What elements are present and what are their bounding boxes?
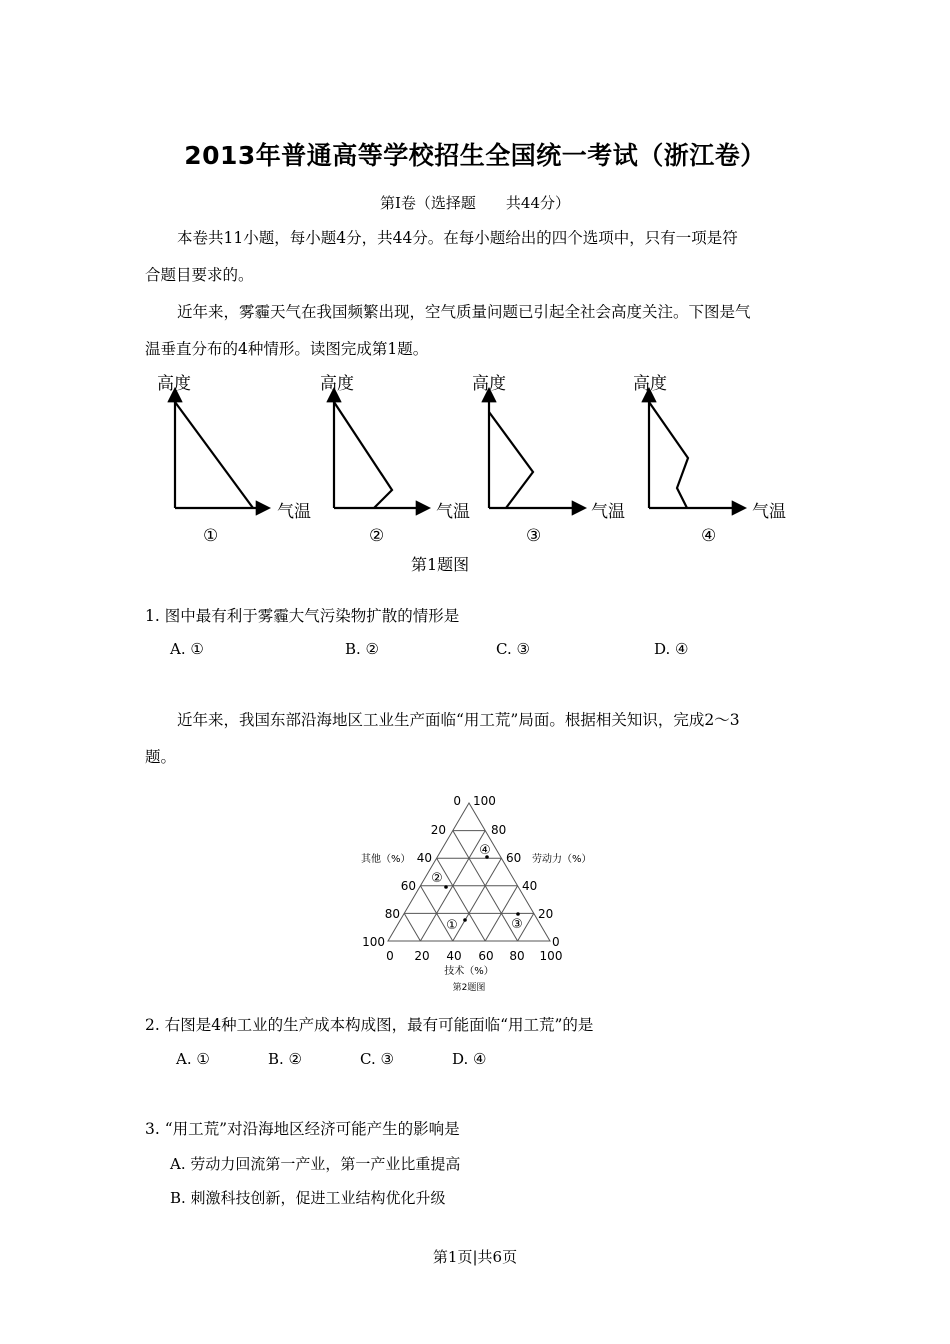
fig1-x-label-1: 气温 [277, 502, 311, 522]
context2-line-2: 题。 [145, 748, 177, 766]
q3-stem: 3. “用工荒”对沿海地区经济可能产生的影响是 [145, 1120, 460, 1138]
fig2-point-label-4: ④ [479, 843, 491, 858]
q2-stem: 2. 右图是4种工业的生产成本构成图，最有可能面临“用工荒”的是 [145, 1016, 594, 1034]
fig2-caption: 第2题图 [452, 983, 486, 993]
fig1-panel-label-3: ③ [526, 526, 542, 546]
fig2-bottom-tick: 0 [386, 949, 394, 963]
fig1-y-label-1: 高度 [157, 374, 191, 394]
fig2-bottom-tick: 20 [414, 949, 430, 963]
fig2-right-tick: 60 [506, 851, 522, 865]
fig2-point-label-2: ② [431, 871, 443, 886]
fig2-left-tick: 40 [416, 851, 432, 865]
context1-line-2: 温垂直分布的4种情形。读图完成第1题。 [145, 340, 429, 358]
fig2-apex-right: 100 [473, 794, 496, 808]
fig1-y-label-3: 高度 [472, 374, 506, 394]
fig1-panel-label-4: ④ [701, 526, 717, 546]
fig2-bottom-tick: 40 [446, 949, 462, 963]
page-footer: 第1页|共6页 [432, 1248, 518, 1266]
fig1-y-label-4: 高度 [633, 374, 667, 394]
q1-stem: 1. 图中最有利于雾霾大气污染物扩散的情形是 [145, 607, 460, 625]
fig1-x-label-3: 气温 [591, 502, 625, 522]
fig2-bottom-axis-label: 技术（%） [444, 966, 494, 977]
intro-line-2: 合题目要求的。 [145, 266, 254, 284]
context2-line-1: 近年来，我国东部沿海地区工业生产面临“用工荒”局面。根据相关知识，完成2～3 [177, 711, 740, 729]
fig2-bottom-tick: 80 [509, 949, 525, 963]
fig2-left-axis-label: 其他（%） [361, 854, 411, 865]
q3-option-a: A. 劳动力回流第一产业，第一产业比重提高 [170, 1155, 461, 1173]
fig1-x-label-4: 气温 [752, 502, 786, 522]
fig2-bottom-tick: 60 [478, 949, 494, 963]
q2-option-b: B. ② [268, 1050, 303, 1068]
context1-line-1: 近年来，雾霾天气在我国频繁出现，空气质量问题已引起全社会高度关注。下图是气 [177, 303, 751, 321]
q2-option-c: C. ③ [360, 1050, 394, 1068]
q1-option-b: B. ② [345, 640, 380, 658]
q3-option-b: B. 刺激科技创新，促进工业结构优化升级 [170, 1189, 446, 1207]
q1-option-a: A. ① [170, 640, 204, 658]
fig2-right-tick: 40 [522, 879, 538, 893]
fig2-right-tick: 80 [491, 823, 507, 837]
q2-option-a: A. ① [176, 1050, 210, 1068]
q2-option-d: D. ④ [452, 1050, 487, 1068]
figure-2-ternary [330, 790, 610, 1000]
fig2-left-tick: 80 [384, 907, 400, 921]
q1-option-d: D. ④ [654, 640, 689, 658]
figure-1-panel-4 [649, 390, 744, 508]
fig2-point-3 [516, 912, 520, 916]
fig2-apex-left: 0 [453, 794, 461, 808]
fig1-panel-label-2: ② [369, 526, 385, 546]
fig1-x-label-2: 气温 [436, 502, 470, 522]
section-heading: 第Ⅰ卷（选择题 共44分） [379, 194, 570, 212]
fig2-point-label-3: ③ [511, 917, 523, 932]
fig2-right-axis-label: 劳动力（%） [532, 854, 592, 865]
fig2-point-2 [444, 885, 448, 889]
fig2-point-1 [463, 918, 467, 922]
fig2-left-tick: 100 [362, 935, 385, 949]
figure-1-panel-3 [489, 390, 584, 508]
fig2-left-tick: 60 [400, 879, 416, 893]
fig2-right-tick: 20 [538, 907, 554, 921]
fig2-bottom-tick: 100 [539, 949, 563, 963]
fig1-panel-label-1: ① [203, 526, 219, 546]
figure-1-caption: 第1题图 [411, 555, 470, 574]
fig2-point-label-1: ① [446, 918, 458, 933]
page-title: 2013年普通高等学校招生全国统一考试（浙江卷） [184, 141, 766, 170]
figure-1-panel-1 [175, 390, 268, 508]
figure-1-panel-2 [334, 390, 428, 508]
fig1-y-label-2: 高度 [320, 374, 354, 394]
fig2-right-tick: 0 [552, 935, 560, 949]
intro-line-1: 本卷共11小题，每小题4分，共44分。在每小题给出的四个选项中，只有一项是符 [177, 229, 738, 247]
fig2-left-tick: 20 [430, 823, 446, 837]
q1-option-c: C. ③ [496, 640, 530, 658]
